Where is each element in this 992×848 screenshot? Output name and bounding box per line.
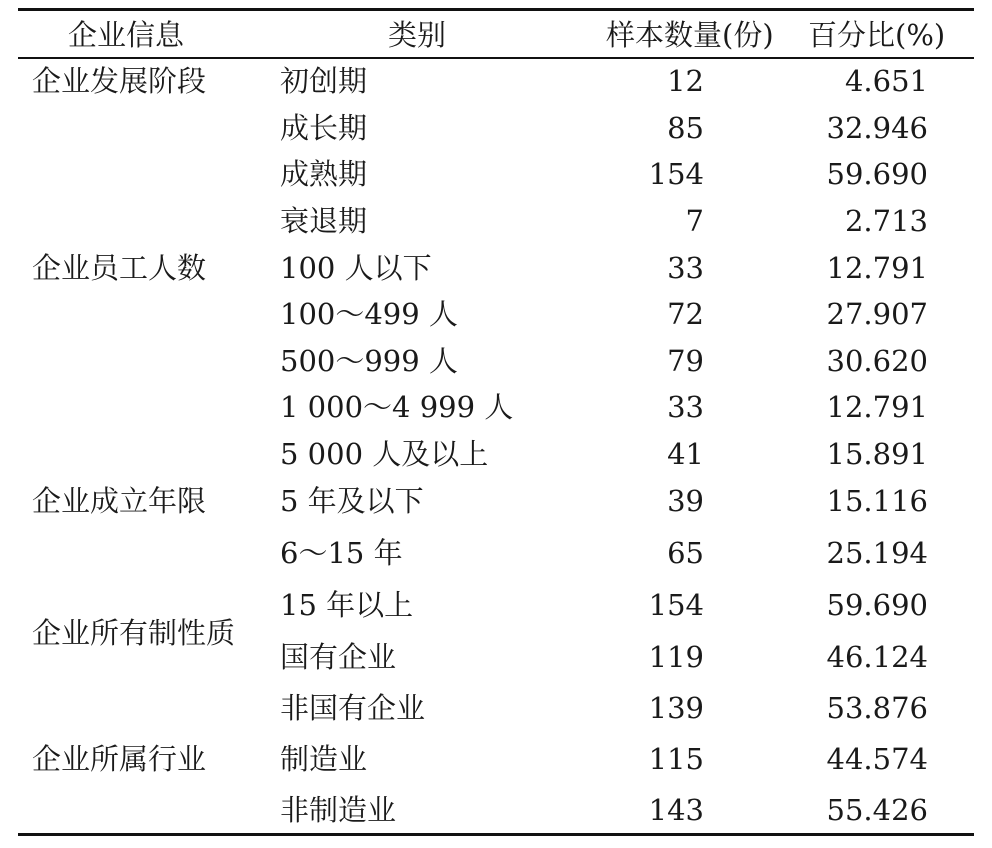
row-category: 成长期 [280,111,368,145]
row-percent: 2.713 [844,204,928,238]
row-count: 154 [648,588,704,622]
row-category: 制造业 [280,742,368,776]
group-label-age: 企业成立年限 [32,484,207,518]
row-category: 非国有企业 [280,691,426,725]
row-count: 33 [667,251,704,285]
row-category: 100～499 人 [280,297,458,331]
row-count: 7 [685,204,704,238]
header-rule [18,57,974,59]
row-count: 39 [667,484,704,518]
group-label-employees: 企业员工人数 [32,251,207,285]
row-category: 500～999 人 [280,344,458,378]
row-percent: 12.791 [826,390,928,424]
row-percent: 4.651 [844,64,928,98]
row-count: 115 [648,742,704,776]
row-percent: 12.791 [826,251,928,285]
top-rule [18,8,974,11]
row-percent: 53.876 [826,691,928,725]
row-count: 119 [648,640,704,674]
row-percent: 59.690 [826,588,928,622]
row-count: 12 [667,64,704,98]
header-percent: 百分比(%) [808,18,946,52]
row-category: 非制造业 [280,793,397,827]
row-percent: 15.891 [826,437,928,471]
row-category: 100 人以下 [280,251,432,285]
row-count: 143 [648,793,704,827]
row-percent: 30.620 [826,344,928,378]
row-percent: 55.426 [826,793,928,827]
row-category: 衰退期 [280,204,368,238]
data-table [18,0,974,848]
row-count: 33 [667,390,704,424]
group-label-industry: 企业所属行业 [32,742,207,776]
header-category: 类别 [388,18,447,52]
row-percent: 25.194 [826,536,928,570]
bottom-rule [18,833,974,836]
row-category: 成熟期 [280,157,368,191]
row-percent: 32.946 [826,111,928,145]
row-count: 65 [667,536,704,570]
row-category: 国有企业 [280,640,397,674]
row-percent: 15.116 [826,484,928,518]
row-percent: 59.690 [826,157,928,191]
row-count: 154 [648,157,704,191]
header-info: 企业信息 [68,18,185,52]
row-count: 41 [667,437,704,471]
group-label-stage: 企业发展阶段 [32,64,207,98]
row-category: 5 年及以下 [280,484,424,518]
row-count: 72 [667,297,704,331]
row-category: 6～15 年 [280,536,403,570]
row-category: 15 年以上 [280,588,414,622]
row-percent: 46.124 [826,640,928,674]
row-percent: 44.574 [826,742,928,776]
row-category: 初创期 [280,64,368,98]
row-category: 5 000 人及以上 [280,437,489,471]
row-count: 79 [667,344,704,378]
row-percent: 27.907 [826,297,928,331]
header-count: 样本数量(份) [606,18,774,52]
row-count: 139 [648,691,704,725]
row-count: 85 [667,111,704,145]
row-category: 1 000～4 999 人 [280,390,514,424]
group-label-ownership: 企业所有制性质 [32,616,236,650]
